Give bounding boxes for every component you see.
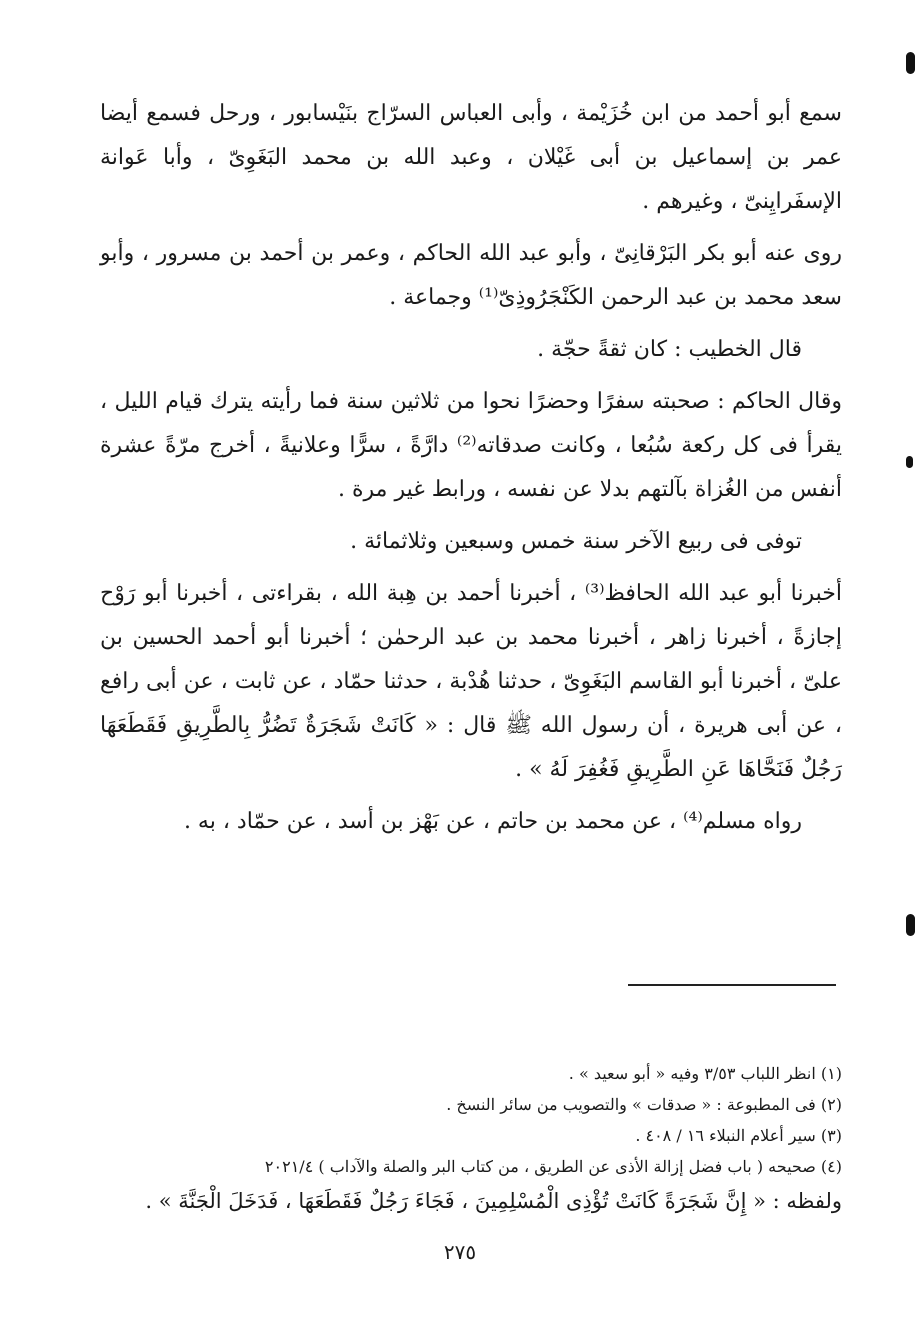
footnote-2: (٢) فى المطبوعة : « صدقات » والتصويب من سائر النسخ . xyxy=(446,1095,842,1114)
footnotes xyxy=(100,1058,842,1220)
paragraph-7: رواه مسلم⁽⁴⁾ ، عن محمد بن حاتم ، عن بَهْز بن أسد ، عن حمّاد ، به . xyxy=(183,809,802,834)
footnote-3: (٣) سير أعلام النبلاء ١٦ / ٤٠٨ . xyxy=(635,1126,842,1145)
paragraph-6: أخبرنا أبو عبد الله الحافظ⁽³⁾ ، أخبرنا أحمد بن هِبة الله ، بقراءتى ، أخبرنا أبو رَوْح إجازةً ، أخبرنا زاهر ، أخبرنا محمد بن عبد الرحمٰن ؛ أخبرنا أبو أحمد الحسين بن علىّ ، أخبرنا أبو القاسم البَغَوِىّ ، حدثنا هُدْبة ، حدثنا حمّاد ، عن ثابت ، عن أبى رافع ، عن أبى هريرة ، أن رسول الله ﷺ قال : « كَانَتْ شَجَرَةٌ تَضُرُّ بِالطَّرِيقِ فَقَطَعَهَا رَجُلٌ فَنَحَّاهَا عَنِ الطَّرِيقِ فَغُفِرَ لَهُ » . xyxy=(100,581,843,782)
page-number: ٢٧٥ xyxy=(443,1240,477,1264)
margin-mark xyxy=(906,914,915,936)
margin-mark xyxy=(906,52,915,74)
paragraph-2: روى عنه أبو بكر البَرْقانِىّ ، وأبو عبد الله الحاكم ، وعمر بن أحمد بن مسرور ، وأبو سعد محمد بن عبد الرحمن الكَنْجَرُوذِىّ⁽¹⁾ وجماعة . xyxy=(100,241,842,310)
margin-mark xyxy=(906,456,913,468)
paragraph-5: توفى فى ربيع الآخر سنة خمس وسبعين وثلاثمائة . xyxy=(350,529,802,554)
footnote-4-continuation: ولفظه : « إِنَّ شَجَرَةً كَانَتْ تُؤْذِى الْمُسْلِمِينَ ، فَجَاءَ رَجُلٌ فَقَطَعَهَا ، فَدَخَلَ الْجَنَّةَ » . xyxy=(145,1189,842,1213)
footnote-4: (٤) صحيحه ( باب فضل إزالة الأذى عن الطريق ، من كتاب البر والصلة والآداب ) ٢٠٢١/٤ xyxy=(264,1157,842,1176)
footnote-1: (١) انظر اللباب ٣/٥٣ وفيه « أبو سعيد » . xyxy=(568,1064,842,1083)
paragraph-4: وقال الحاكم : صحبته سفرًا وحضرًا نحوا من ثلاثين سنة فما رأيته يترك قيام الليل ، يقرأ فى كل ركعة سُبُعا ، وكانت صدقاته⁽²⁾ دارَّةً ، سرًّا وعلانيةً ، أخرج مرّةً عشرة أنفس من الغُزاة بآلتهم بدلا عن نفسه ، ورابط غير مرة . xyxy=(100,389,843,502)
paragraph-1: سمع أبو أحمد من ابن خُزَيْمة ، وأبى العباس السرّاج بنَيْسابور ، ورحل فسمع أيضا عمر بن إسماعيل بن أبى غَيْلان ، وعبد الله بن محمد البَغَوِىّ ، وأبا عَوانة الإسفَرايِنىّ ، وغيرهم . xyxy=(100,101,842,214)
footnote-separator xyxy=(628,984,836,986)
main-text xyxy=(100,92,842,852)
paragraph-3: قال الخطيب : كان ثقةً حجّة . xyxy=(537,337,802,362)
